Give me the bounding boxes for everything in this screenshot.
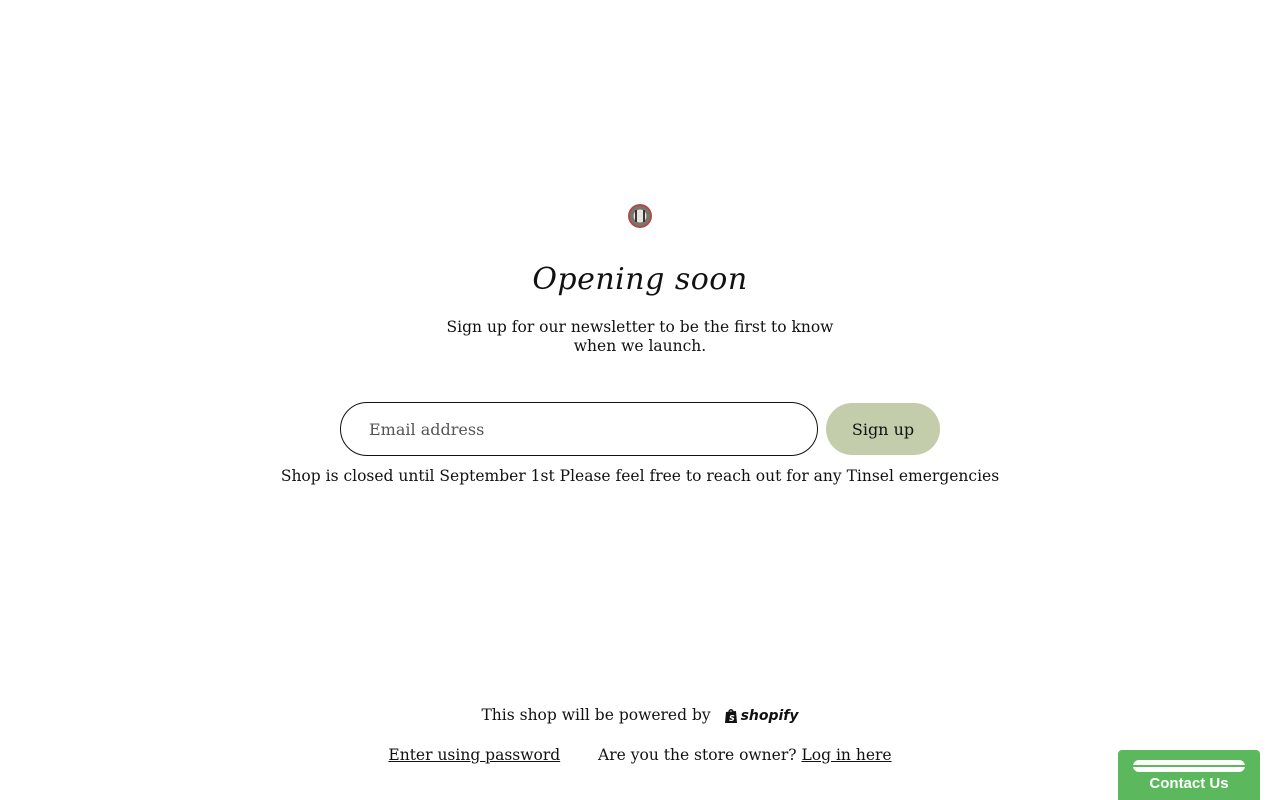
store-logo-icon bbox=[628, 204, 652, 228]
svg-text:S: S bbox=[728, 714, 735, 723]
email-input[interactable] bbox=[340, 402, 818, 456]
powered-by-text: This shop will be powered by bbox=[481, 706, 711, 724]
powered-by bbox=[0, 706, 1280, 724]
logo-mark bbox=[635, 210, 645, 222]
contact-us-label: Contact Us bbox=[1149, 775, 1229, 792]
contact-us-button[interactable] bbox=[1118, 750, 1260, 800]
signup-button[interactable]: Sign up bbox=[826, 403, 940, 455]
envelope-icon bbox=[1133, 760, 1245, 772]
shopify-wordmark: shopify bbox=[740, 708, 799, 724]
owner-question: Are you the store owner? bbox=[598, 746, 797, 764]
shopify-link[interactable] bbox=[724, 708, 799, 724]
enter-password-link[interactable]: Enter using password bbox=[388, 746, 561, 764]
footer-links bbox=[0, 746, 1280, 764]
shopify-bag-icon bbox=[724, 708, 738, 724]
login-link[interactable]: Log in here bbox=[801, 746, 892, 764]
page-title: Opening soon bbox=[532, 262, 748, 297]
shop-closed-notice: Shop is closed until September 1st Please feel free to reach out for any Tinsel emergencies bbox=[280, 467, 1000, 485]
newsletter-description: Sign up for our newsletter to be the first to know when we launch. bbox=[446, 318, 834, 355]
